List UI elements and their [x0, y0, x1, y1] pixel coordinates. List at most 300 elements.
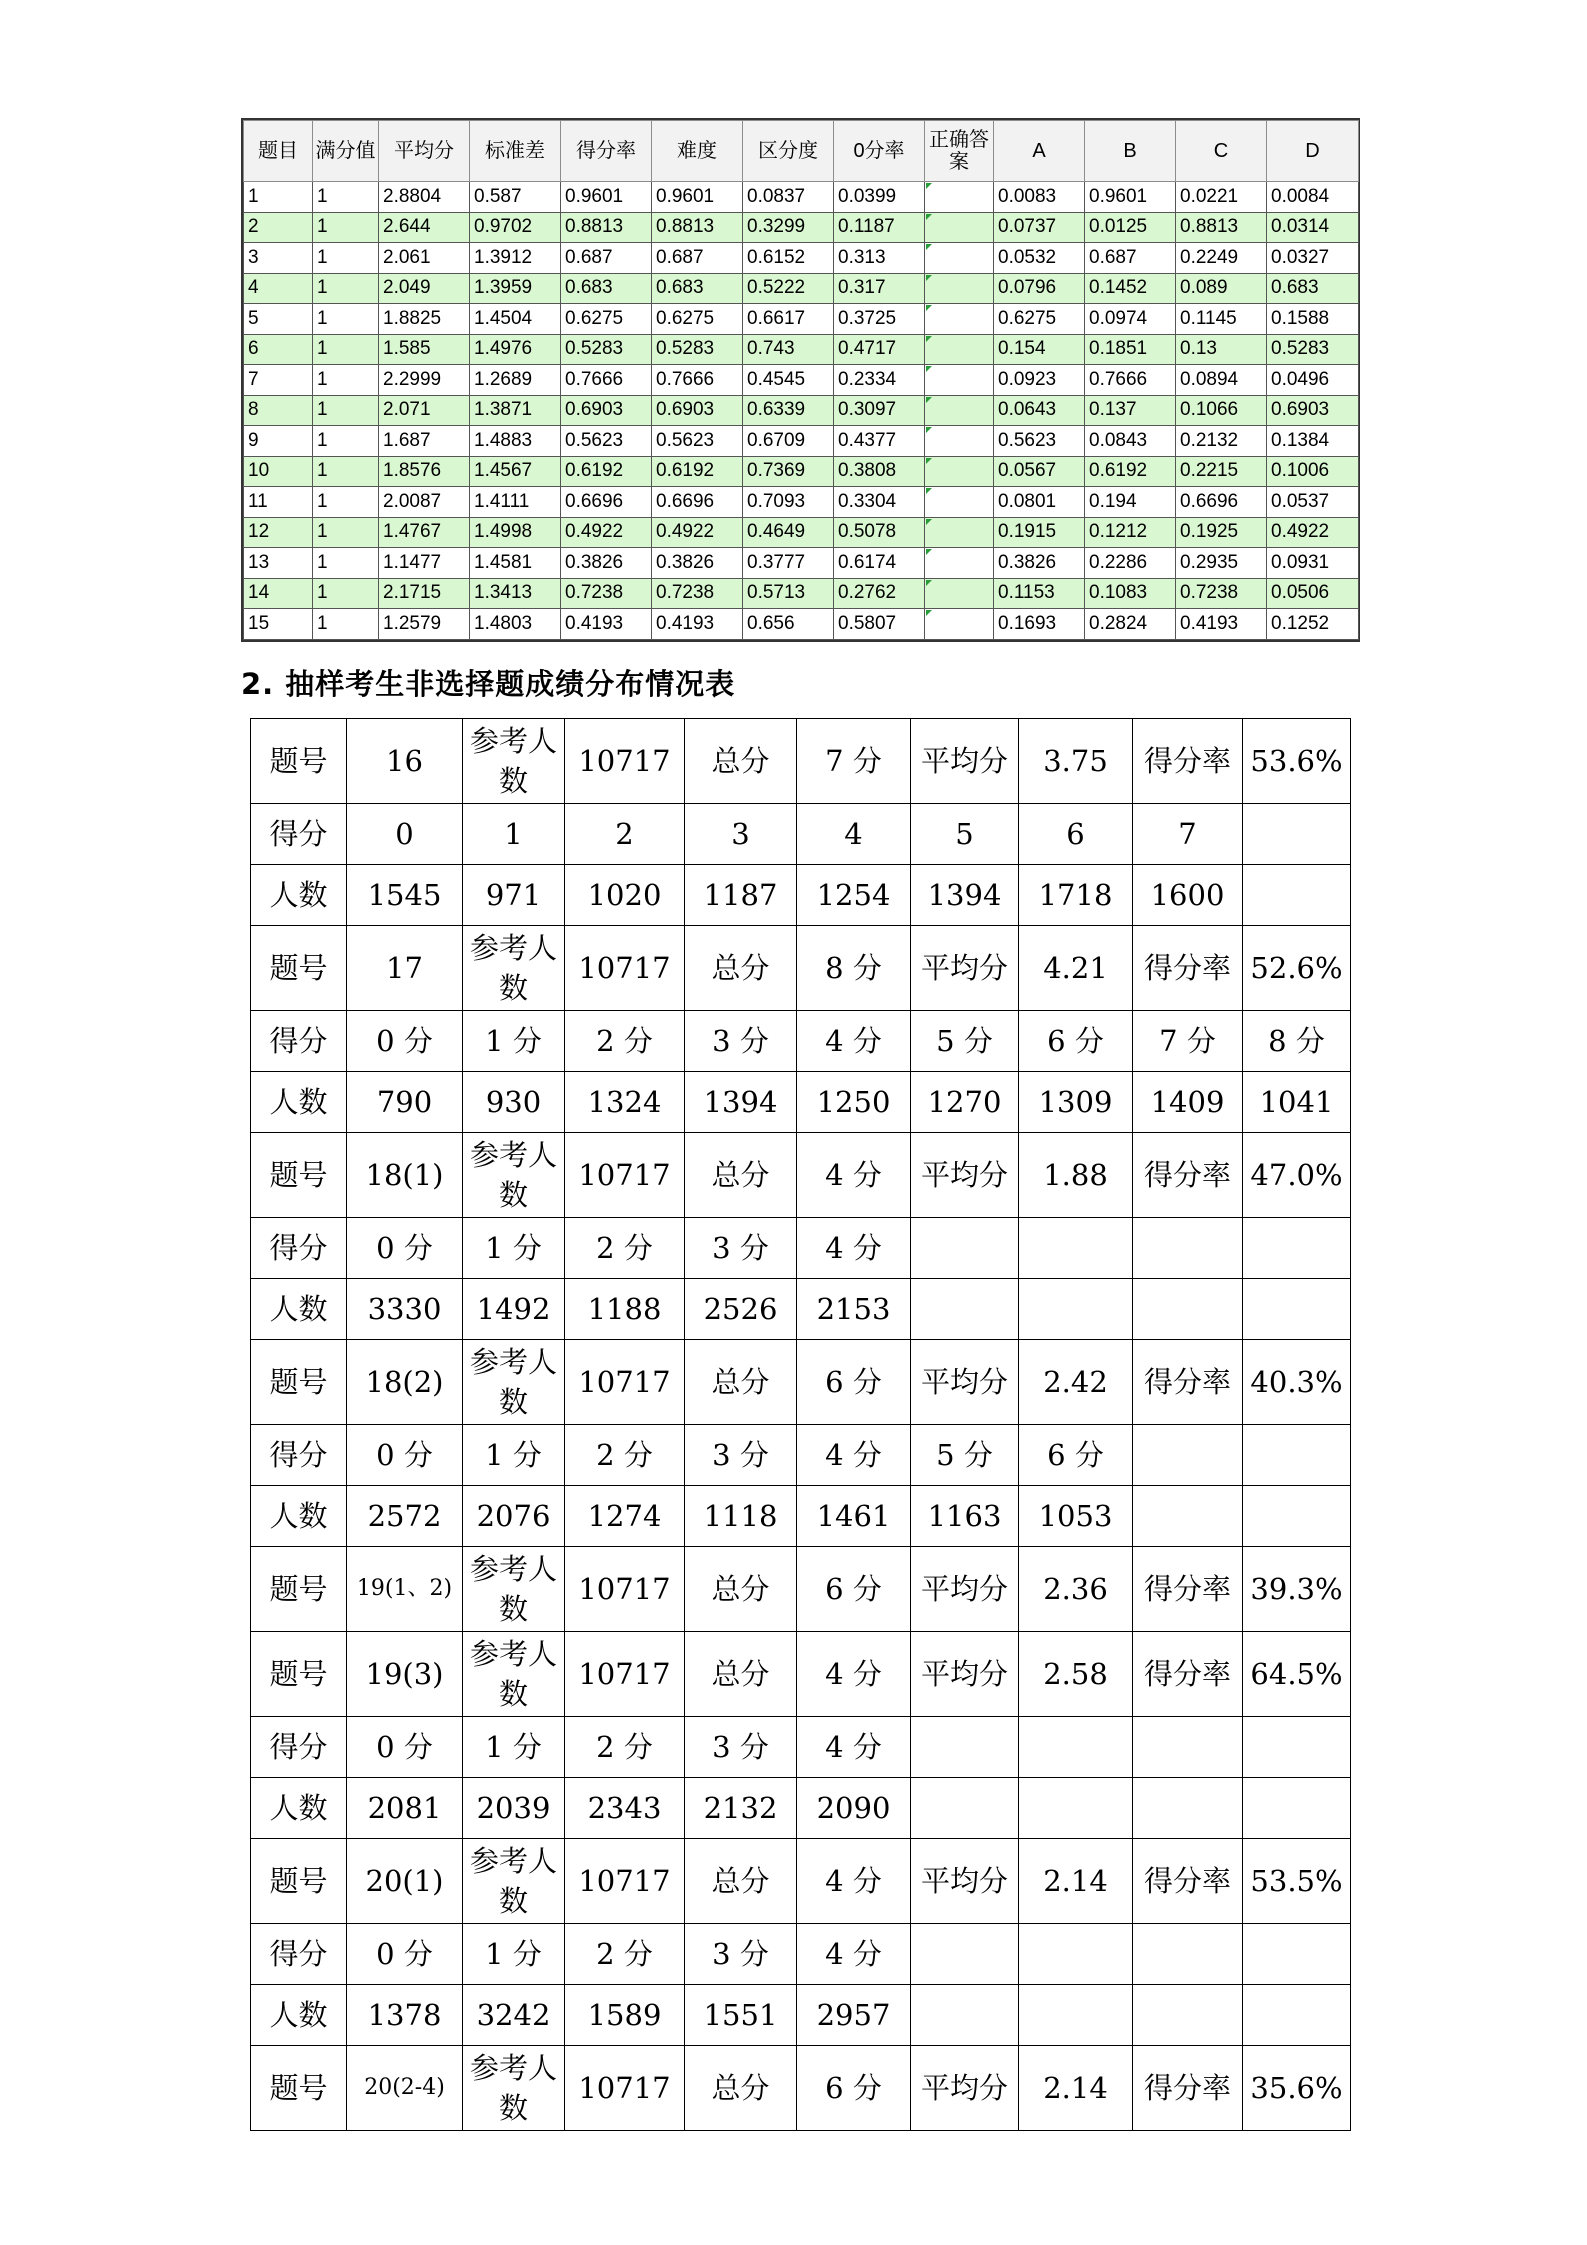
table-cell: 10717	[565, 1340, 685, 1425]
table-cell	[1019, 1717, 1133, 1778]
table-cell: 1	[313, 395, 379, 426]
table-cell: 1 分	[463, 1717, 565, 1778]
table-cell: 3.75	[1019, 719, 1133, 804]
table-cell: 1250	[797, 1072, 911, 1133]
table-cell: 1.3413	[470, 578, 561, 609]
table-cell: 930	[463, 1072, 565, 1133]
table-cell: 得分	[251, 1011, 347, 1072]
table-cell: 0.1925	[1176, 517, 1267, 548]
table-cell: 3 分	[685, 1425, 797, 1486]
table-cell: 0.1851	[1085, 334, 1176, 365]
table-cell: 6 分	[1019, 1425, 1133, 1486]
table-cell: 0.0974	[1085, 304, 1176, 335]
table-cell: 0.9601	[1085, 182, 1176, 213]
column-header: 得分率	[561, 121, 652, 182]
table-cell: 17	[347, 926, 463, 1011]
table-row	[251, 1425, 1351, 1486]
table-cell: 0.4717	[834, 334, 925, 365]
table-cell: 0.7369	[743, 456, 834, 487]
table-cell	[1133, 1218, 1243, 1279]
section-heading: 2. 抽样考生非选择题成绩分布情况表	[241, 667, 736, 701]
table-cell: 2 分	[565, 1218, 685, 1279]
table-cell: 0.6192	[652, 456, 743, 487]
table-cell: 0.3808	[834, 456, 925, 487]
table-cell: 0.0567	[994, 456, 1085, 487]
table-cell: 0.2249	[1176, 243, 1267, 274]
table-cell: 0.743	[743, 334, 834, 365]
table-cell: 0.0506	[1267, 578, 1359, 609]
table-cell: 7	[244, 365, 313, 396]
table-cell: 0.154	[994, 334, 1085, 365]
table-cell: 0.9702	[470, 212, 561, 243]
table-cell: 总分	[685, 1547, 797, 1632]
table-cell: 1163	[911, 1486, 1019, 1547]
table-row	[244, 517, 1359, 548]
table-cell: 2076	[463, 1486, 565, 1547]
column-header: 满分值	[313, 121, 379, 182]
table-row	[244, 487, 1359, 518]
table-cell: 1	[313, 456, 379, 487]
table-cell: 10717	[565, 2046, 685, 2131]
table-cell: 2.1715	[379, 578, 470, 609]
table-cell: 0.6696	[1176, 487, 1267, 518]
table-cell: 0.3299	[743, 212, 834, 243]
table-cell: 1254	[797, 865, 911, 926]
table-cell: 0 分	[347, 1924, 463, 1985]
table-cell: 1	[313, 426, 379, 457]
table-cell: 2.644	[379, 212, 470, 243]
table-cell: 1.1477	[379, 548, 470, 579]
table-cell: 18(2)	[347, 1340, 463, 1425]
table-cell: 1.4976	[470, 334, 561, 365]
table-cell: 790	[347, 1072, 463, 1133]
table-cell: 14	[244, 578, 313, 609]
table-cell: 1053	[1019, 1486, 1133, 1547]
table-cell: 人数	[251, 865, 347, 926]
column-header: B	[1085, 121, 1176, 182]
table-row	[251, 1072, 1351, 1133]
table-cell: 2.14	[1019, 2046, 1133, 2131]
table-cell: 0.0931	[1267, 548, 1359, 579]
table-cell: 得分	[251, 1218, 347, 1279]
table-cell: 0.194	[1085, 487, 1176, 518]
table-cell: 2	[565, 804, 685, 865]
table-cell: 0.7666	[1085, 365, 1176, 396]
table-cell: 人数	[251, 1072, 347, 1133]
table-cell: 0.683	[1267, 273, 1359, 304]
table-cell: 得分	[251, 804, 347, 865]
table-cell: 0.683	[561, 273, 652, 304]
table-cell: 7 分	[797, 719, 911, 804]
table-cell	[1243, 1924, 1351, 1985]
column-header: 题目	[244, 121, 313, 182]
table-cell: 0.2935	[1176, 548, 1267, 579]
table-cell: 6	[1019, 804, 1133, 865]
table-cell	[1019, 1985, 1133, 2046]
table-cell: 0.6696	[652, 487, 743, 518]
table-cell: 0.687	[1085, 243, 1176, 274]
table-cell: 0.7238	[561, 578, 652, 609]
table-cell: 0.6709	[743, 426, 834, 457]
table-cell: 52.6%	[1243, 926, 1351, 1011]
table-cell: 0.2334	[834, 365, 925, 396]
table-cell: 总分	[685, 926, 797, 1011]
table-cell	[1243, 1218, 1351, 1279]
table-cell: 13	[244, 548, 313, 579]
score-distribution-table	[250, 718, 1351, 2131]
table-cell: 3 分	[685, 1924, 797, 1985]
table-cell: 总分	[685, 1839, 797, 1924]
table-cell: 0.0083	[994, 182, 1085, 213]
table-cell: 0 分	[347, 1011, 463, 1072]
column-header: 0分率	[834, 121, 925, 182]
table-cell: 1718	[1019, 865, 1133, 926]
table-cell	[1019, 1279, 1133, 1340]
table-cell: 0.683	[652, 273, 743, 304]
table-cell: 0.2215	[1176, 456, 1267, 487]
table-cell: 1.687	[379, 426, 470, 457]
table-cell: 2 分	[565, 1924, 685, 1985]
table-cell: 0.0737	[994, 212, 1085, 243]
table-cell: 40.3%	[1243, 1340, 1351, 1425]
table-cell: 0.4545	[743, 365, 834, 396]
table-cell: 1 分	[463, 1218, 565, 1279]
table-cell: 0.5623	[561, 426, 652, 457]
table-cell: 1.4567	[470, 456, 561, 487]
table-cell: 1274	[565, 1486, 685, 1547]
table-row	[244, 426, 1359, 457]
table-row	[251, 1839, 1351, 1924]
table-row	[251, 1985, 1351, 2046]
table-cell: 0.5283	[1267, 334, 1359, 365]
table-cell: 10	[244, 456, 313, 487]
table-cell: 1.585	[379, 334, 470, 365]
table-cell: 0.6339	[743, 395, 834, 426]
table-row	[244, 395, 1359, 426]
table-cell: 0.587	[470, 182, 561, 213]
table-cell: 4 分	[797, 1425, 911, 1486]
table-row	[251, 1340, 1351, 1425]
column-header: C	[1176, 121, 1267, 182]
table-cell: 题号	[251, 719, 347, 804]
table-cell: 20(2-4)	[347, 2046, 463, 2131]
table-cell: 0.2132	[1176, 426, 1267, 457]
table-cell: 题号	[251, 1839, 347, 1924]
table-cell: 10717	[565, 719, 685, 804]
table-cell: 0.7238	[1176, 578, 1267, 609]
table-cell: 0.2286	[1085, 548, 1176, 579]
item-analysis-header-row	[244, 121, 1359, 182]
table-cell: 1600	[1133, 865, 1243, 926]
table-cell: 1187	[685, 865, 797, 926]
table-row	[251, 1547, 1351, 1632]
table-cell: 53.5%	[1243, 1839, 1351, 1924]
table-cell: 15	[244, 609, 313, 640]
table-cell: 得分	[251, 1717, 347, 1778]
table-cell: 0.1384	[1267, 426, 1359, 457]
table-cell: 0.656	[743, 609, 834, 640]
table-cell: 2343	[565, 1778, 685, 1839]
table-cell: 0.3826	[652, 548, 743, 579]
table-cell: 0 分	[347, 1425, 463, 1486]
table-cell: 3	[244, 243, 313, 274]
table-cell: 2.071	[379, 395, 470, 426]
table-cell: 0.3826	[994, 548, 1085, 579]
column-header: D	[1267, 121, 1359, 182]
table-cell: 19(1、2)	[347, 1547, 463, 1632]
table-cell: 5 分	[911, 1011, 1019, 1072]
table-cell: 4	[797, 804, 911, 865]
table-cell: 64.5%	[1243, 1632, 1351, 1717]
table-row	[244, 365, 1359, 396]
table-cell: 0.2762	[834, 578, 925, 609]
table-cell: 0.1212	[1085, 517, 1176, 548]
table-row	[251, 1924, 1351, 1985]
table-cell: 1	[463, 804, 565, 865]
table-cell	[925, 365, 994, 396]
table-row	[251, 804, 1351, 865]
table-cell: 971	[463, 865, 565, 926]
table-cell: 1409	[1133, 1072, 1243, 1133]
table-row	[251, 2046, 1351, 2131]
table-row	[244, 578, 1359, 609]
table-cell: 4 分	[797, 1632, 911, 1717]
table-cell: 0.9601	[652, 182, 743, 213]
table-cell: 总分	[685, 1133, 797, 1218]
table-cell: 0.0894	[1176, 365, 1267, 396]
table-cell: 0.6275	[561, 304, 652, 335]
table-cell: 0.0532	[994, 243, 1085, 274]
table-cell: 0.3777	[743, 548, 834, 579]
table-cell: 2.58	[1019, 1632, 1133, 1717]
table-cell	[1019, 1924, 1133, 1985]
table-cell: 2.8804	[379, 182, 470, 213]
table-cell: 0.4193	[1176, 609, 1267, 640]
table-cell: 0.7666	[561, 365, 652, 396]
table-cell: 1394	[685, 1072, 797, 1133]
table-cell: 6 分	[797, 1547, 911, 1632]
table-cell: 0.5222	[743, 273, 834, 304]
table-cell: 3 分	[685, 1011, 797, 1072]
table-cell	[1133, 1279, 1243, 1340]
table-cell	[925, 273, 994, 304]
table-cell: 0.0327	[1267, 243, 1359, 274]
table-cell: 0.5807	[834, 609, 925, 640]
table-cell: 0.687	[561, 243, 652, 274]
table-cell: 1118	[685, 1486, 797, 1547]
table-cell: 3330	[347, 1279, 463, 1340]
table-cell: 0.0923	[994, 365, 1085, 396]
table-cell: 6 分	[797, 2046, 911, 2131]
table-cell: 0.0399	[834, 182, 925, 213]
table-cell: 0.0314	[1267, 212, 1359, 243]
table-cell: 人数	[251, 1486, 347, 1547]
column-header: 区分度	[743, 121, 834, 182]
table-row	[251, 1778, 1351, 1839]
table-cell: 0.0801	[994, 487, 1085, 518]
table-cell: 1	[313, 578, 379, 609]
table-cell: 2 分	[565, 1717, 685, 1778]
table-cell: 得分率	[1133, 1547, 1243, 1632]
table-cell: 1.2689	[470, 365, 561, 396]
table-row	[244, 243, 1359, 274]
table-cell: 1551	[685, 1985, 797, 2046]
table-cell: 4 分	[797, 1924, 911, 1985]
table-cell: 18(1)	[347, 1133, 463, 1218]
table-cell: 0.0221	[1176, 182, 1267, 213]
table-cell: 参考人数	[463, 1632, 565, 1717]
column-header: 难度	[652, 121, 743, 182]
table-cell: 人数	[251, 1778, 347, 1839]
table-cell	[925, 578, 994, 609]
table-cell	[1133, 1778, 1243, 1839]
table-cell	[911, 1279, 1019, 1340]
table-cell: 1.4767	[379, 517, 470, 548]
table-cell	[925, 426, 994, 457]
table-row	[251, 1011, 1351, 1072]
table-row	[244, 304, 1359, 335]
table-cell: 0.0125	[1085, 212, 1176, 243]
table-cell: 得分率	[1133, 1340, 1243, 1425]
table-cell: 参考人数	[463, 1547, 565, 1632]
table-cell: 0.6903	[561, 395, 652, 426]
table-cell: 得分率	[1133, 1632, 1243, 1717]
table-cell: 0.6903	[652, 395, 743, 426]
table-cell: 0.6152	[743, 243, 834, 274]
table-cell: 10717	[565, 1133, 685, 1218]
table-cell: 平均分	[911, 1340, 1019, 1425]
table-cell	[1243, 1486, 1351, 1547]
table-cell: 总分	[685, 1340, 797, 1425]
table-cell	[1019, 1778, 1133, 1839]
table-cell: 得分率	[1133, 719, 1243, 804]
table-row	[251, 865, 1351, 926]
table-cell: 0.7238	[652, 578, 743, 609]
table-cell: 0.6696	[561, 487, 652, 518]
table-cell: 1.2579	[379, 609, 470, 640]
table-cell: 1	[313, 365, 379, 396]
table-cell	[1133, 1985, 1243, 2046]
table-cell: 1	[313, 212, 379, 243]
table-cell: 平均分	[911, 719, 1019, 804]
table-cell	[911, 1985, 1019, 2046]
table-cell: 0.1145	[1176, 304, 1267, 335]
table-cell: 1270	[911, 1072, 1019, 1133]
table-cell: 得分	[251, 1924, 347, 1985]
table-cell: 0.6275	[994, 304, 1085, 335]
table-cell: 2132	[685, 1778, 797, 1839]
table-cell: 0	[347, 804, 463, 865]
table-cell: 0.1187	[834, 212, 925, 243]
table-cell: 1 分	[463, 1425, 565, 1486]
table-cell: 1.88	[1019, 1133, 1133, 1218]
column-header: 正确答案	[925, 121, 994, 182]
table-row	[251, 1632, 1351, 1717]
table-cell: 0.1066	[1176, 395, 1267, 426]
table-cell: 2.2999	[379, 365, 470, 396]
table-cell: 0.3097	[834, 395, 925, 426]
table-cell: 0.4922	[561, 517, 652, 548]
table-cell: 参考人数	[463, 1839, 565, 1924]
table-cell: 1	[313, 273, 379, 304]
table-cell: 2 分	[565, 1011, 685, 1072]
table-cell: 0.8813	[561, 212, 652, 243]
table-cell: 8 分	[797, 926, 911, 1011]
table-cell: 0.6192	[1085, 456, 1176, 487]
table-cell: 得分率	[1133, 1839, 1243, 1924]
table-cell: 53.6%	[1243, 719, 1351, 804]
table-cell: 人数	[251, 1279, 347, 1340]
table-cell: 1378	[347, 1985, 463, 2046]
table-cell	[925, 456, 994, 487]
table-row	[251, 1486, 1351, 1547]
table-cell: 2	[244, 212, 313, 243]
table-cell: 1461	[797, 1486, 911, 1547]
table-cell: 0.13	[1176, 334, 1267, 365]
table-cell: 0.7093	[743, 487, 834, 518]
table-cell: 0.4193	[561, 609, 652, 640]
table-cell	[1243, 1778, 1351, 1839]
table-row	[251, 1279, 1351, 1340]
table-cell: 0 分	[347, 1717, 463, 1778]
table-cell: 5	[244, 304, 313, 335]
table-cell	[1243, 1279, 1351, 1340]
table-cell	[1243, 1717, 1351, 1778]
item-analysis-table	[243, 120, 1359, 640]
table-cell: 4 分	[797, 1839, 911, 1924]
table-cell: 得分率	[1133, 926, 1243, 1011]
table-cell	[1243, 804, 1351, 865]
table-cell: 3 分	[685, 1218, 797, 1279]
table-cell	[911, 1778, 1019, 1839]
table-cell: 1.4504	[470, 304, 561, 335]
table-cell: 0 分	[347, 1218, 463, 1279]
table-row	[251, 1717, 1351, 1778]
table-cell: 1589	[565, 1985, 685, 2046]
table-cell: 得分率	[1133, 2046, 1243, 2131]
table-cell: 2081	[347, 1778, 463, 1839]
table-row	[244, 273, 1359, 304]
table-cell: 题号	[251, 2046, 347, 2131]
table-cell: 1	[313, 548, 379, 579]
table-cell: 总分	[685, 719, 797, 804]
table-cell: 1188	[565, 1279, 685, 1340]
table-cell: 47.0%	[1243, 1133, 1351, 1218]
table-cell: 1.4581	[470, 548, 561, 579]
table-cell: 0.7666	[652, 365, 743, 396]
table-cell: 0.0537	[1267, 487, 1359, 518]
table-cell: 4 分	[797, 1717, 911, 1778]
table-cell	[1243, 1425, 1351, 1486]
table-cell: 20(1)	[347, 1839, 463, 1924]
table-cell: 0.5623	[994, 426, 1085, 457]
table-row	[251, 719, 1351, 804]
table-cell: 平均分	[911, 1632, 1019, 1717]
table-cell: 2.0087	[379, 487, 470, 518]
column-header: 平均分	[379, 121, 470, 182]
table-cell: 1 分	[463, 1011, 565, 1072]
table-cell: 2572	[347, 1486, 463, 1547]
table-cell: 9	[244, 426, 313, 457]
table-cell	[1019, 1218, 1133, 1279]
table-cell: 5 分	[911, 1425, 1019, 1486]
table-cell: 6 分	[797, 1340, 911, 1425]
table-cell: 10717	[565, 1547, 685, 1632]
table-cell: 2526	[685, 1279, 797, 1340]
table-cell: 0.0084	[1267, 182, 1359, 213]
table-cell: 7 分	[1133, 1011, 1243, 1072]
table-cell: 1.4998	[470, 517, 561, 548]
